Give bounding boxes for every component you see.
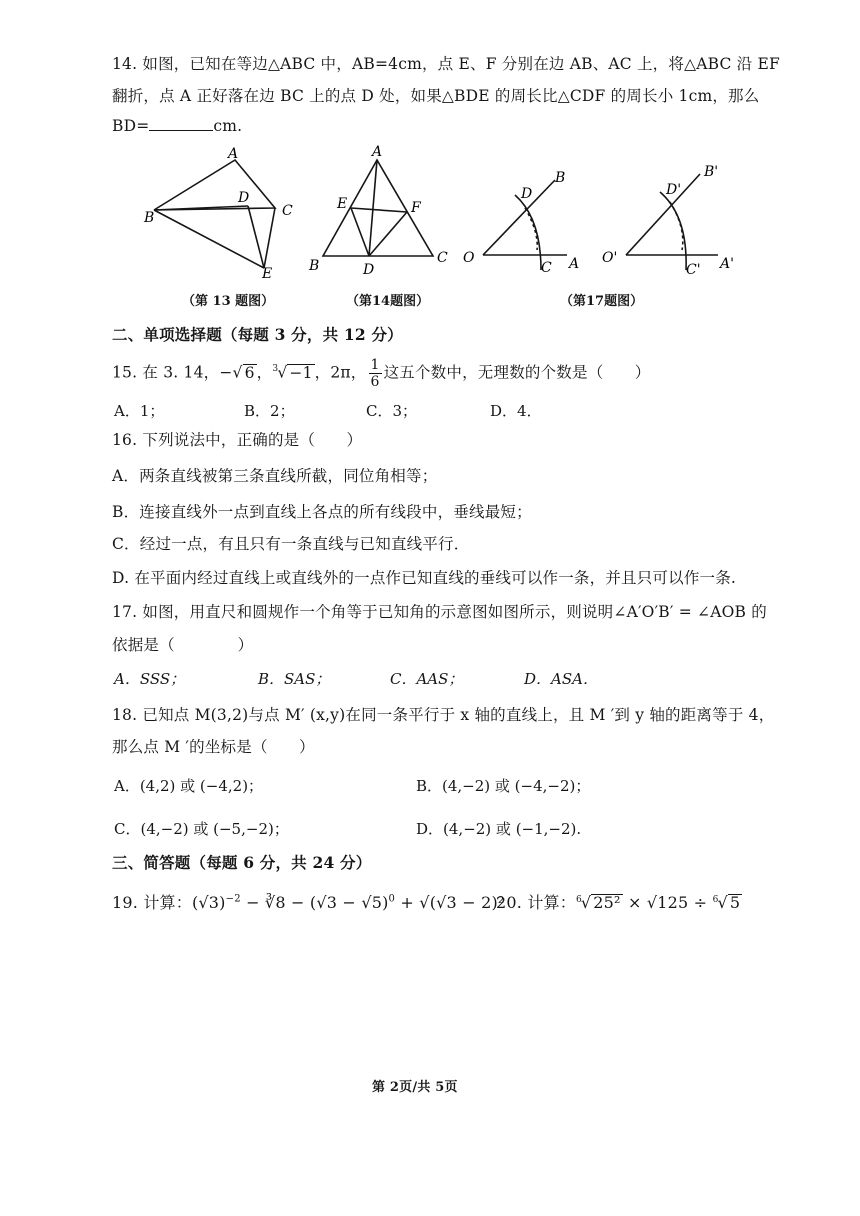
q15-sep2: ，2π， <box>314 363 367 382</box>
q15-sqrt6: 6 <box>244 363 255 382</box>
q18-line1: 18. 已知点 M(3,2)与点 M′ (x,y)在同一条平行于 x 轴的直线上，且 M ′到 y 轴的距离等于 4， <box>112 706 775 724</box>
fig14-label-a: A <box>372 144 383 160</box>
q17-line2: 依据是（ ） <box>112 636 254 654</box>
section3-title: 三、简答题（每题 6 分，共 24 分） <box>112 853 372 872</box>
q20-divide: ÷ <box>688 893 713 912</box>
q15-fraction <box>369 358 382 389</box>
figure-14 <box>305 142 455 282</box>
q16-option-c: C．经过一点，有且只有一条直线与已知直线平行． <box>112 535 470 553</box>
fig13-seg-de <box>248 206 264 268</box>
fig17-label-a-prime: A' <box>720 256 734 272</box>
q19-term1-base: √3 <box>198 893 220 912</box>
q17-option-b: B．SAS； <box>258 670 331 688</box>
q15-option-b: B．2； <box>244 402 295 420</box>
q20-label: 20. 计算： <box>496 893 576 912</box>
fig17-arc-large <box>515 195 541 270</box>
q19-term2: − ∛8 − <box>240 893 310 912</box>
fig17-arc-small-prime <box>670 202 683 250</box>
fig13-label-e: E <box>262 266 273 280</box>
q17-line1: 17. 如图，用直尺和圆规作一个角等于已知角的示意图如图所示，则说明∠A′O′B′ = ∠AOB 的 <box>112 603 767 621</box>
q19-expression: 19. 计算：$(√3)^{-2}$ − ∛8 − $(√3 - √5)^0 + √(√3 - 2)^2$ <box>112 893 505 912</box>
fig13-seg-be <box>154 210 264 268</box>
q19-term4: + <box>395 893 420 912</box>
fig13-triangle-abc <box>154 160 275 210</box>
fig17-label-o-prime: O' <box>602 250 618 266</box>
q16-option-b: B．连接直线外一点到直线上各点的所有线段中，垂线最短； <box>112 503 532 521</box>
q15-pre: 15. 在 3. 14， <box>112 363 220 382</box>
fig17-label-d: D <box>521 186 533 202</box>
fig13-label-a: A <box>228 146 239 162</box>
fig17-caption: （第17题图） <box>560 294 644 309</box>
q16-stem: 16. 下列说法中，正确的是（ ） <box>112 431 363 449</box>
section2-title: 二、单项选择题（每题 3 分，共 12 分） <box>112 325 403 344</box>
fig13-label-d: D <box>238 190 250 206</box>
fig14-label-f: F <box>411 200 421 216</box>
q14-bd-label: BD= <box>112 117 150 135</box>
q20-term1-radicand: 25² <box>593 893 621 912</box>
fig17-label-c: C <box>541 260 552 276</box>
q15-option-d: D．4． <box>490 402 542 420</box>
q20-expression: 20. 计算：$^6$√ 25² × √125 ÷ $^6$√ 5 <box>496 893 741 912</box>
q15-post: 这五个数中，无理数的个数是（ ） <box>383 363 651 382</box>
figure-17-right <box>600 160 750 280</box>
q19-term3-base: (√3 − √5) <box>309 893 389 912</box>
fig17-ray-o-b-prime <box>626 174 700 255</box>
fig14-label-b: B <box>309 258 320 274</box>
q15-neg-sign: − <box>219 363 233 382</box>
fig14-seg-ed <box>351 208 369 256</box>
q15-option-c: C．3； <box>366 402 418 420</box>
q15-cbrt-index: 3 <box>272 364 279 375</box>
fig14-seg-ad <box>369 160 377 256</box>
q19-term3-exp: 0 <box>388 893 396 905</box>
fig17-label-o: O <box>463 250 475 266</box>
q20-times: × <box>622 893 647 912</box>
fig14-label-e: E <box>337 196 348 212</box>
q19-label: 19. 计算： <box>112 893 192 912</box>
q14-unit: cm. <box>213 117 243 135</box>
figure-17-left <box>455 160 595 280</box>
fig13-label-c: C <box>282 203 293 219</box>
figure-13 <box>140 140 310 280</box>
q14-answer-blank <box>149 116 213 131</box>
q16-option-a: A．两条直线被第三条直线所截，同位角相等； <box>112 467 438 485</box>
q16-option-d: D. 在平面内经过直线上或直线外的一点作已知直线的垂线可以作一条，并且只可以作一条. <box>112 569 737 587</box>
fig14-caption: （第14题图） <box>346 294 430 309</box>
q20-term5-radicand: 5 <box>729 893 741 912</box>
q20-term5-index: 6 <box>712 894 719 905</box>
fig17-label-b: B <box>555 170 566 186</box>
q17-option-d: D．ASA． <box>524 670 598 688</box>
page-footer: 第 2页/共 5页 <box>372 1080 458 1095</box>
q18-option-a: A．(4,2) 或 (−4,2)； <box>114 777 264 795</box>
q15-frac-den: 6 <box>370 374 380 390</box>
q19-term1-exp: −2 <box>225 893 241 905</box>
q15-cbrt-radicand: −1 <box>289 363 313 382</box>
fig14-seg-ef <box>351 208 407 212</box>
q18-line2: 那么点 M ′的坐标是（ ） <box>112 738 315 756</box>
q14-line2: 翻折，点 A 正好落在边 BC 上的点 D 处，如果△BDE 的周长比△CDF 的周长小 1cm，那么 <box>112 87 760 105</box>
q20-term1-index: 6 <box>575 894 582 905</box>
q14-line1: 14. 如图，已知在等边△ABC 中，AB=4cm，点 E、F 分别在边 AB、AC 上，将△ABC 沿 EF <box>112 55 780 73</box>
q19-term5: √(√3 − 2)² <box>419 893 505 912</box>
q20-term3: √125 <box>646 893 689 912</box>
fig14-label-d: D <box>363 262 375 278</box>
fig17-label-b-prime: B' <box>704 164 719 180</box>
fig17-label-c-prime: C' <box>686 262 701 278</box>
fig17-label-d-prime: D' <box>666 182 682 198</box>
fig14-label-c: C <box>437 250 448 266</box>
q15-frac-num: 1 <box>370 357 380 373</box>
q15-option-a: A．1； <box>114 402 165 420</box>
fig14-seg-fd <box>369 212 407 256</box>
fig13-seg-ce <box>264 208 275 268</box>
q15-stem: 15. 在 3. 14，−√ 6 ，$^3$√ −1 ，2π， $\frac{1}{6}$ 这五个数中，无理数的个数是（ ） <box>112 357 651 390</box>
fig17-ray-ob <box>483 180 555 255</box>
fig13-label-b: B <box>144 210 155 226</box>
fig13-caption: （第 13 题图） <box>182 294 275 309</box>
fig17-label-a: A <box>569 256 580 272</box>
q18-option-c: C．(4,−2) 或 (−5,−2)； <box>114 820 289 838</box>
q15-sep1: ， <box>256 363 273 382</box>
q17-option-a: A．SSS； <box>114 670 186 688</box>
q18-option-d: D．(4,−2) 或 (−1,−2). <box>416 820 582 838</box>
q18-option-b: B．(4,−2) 或 (−4,−2)； <box>416 777 591 795</box>
q17-option-c: C．AAS； <box>390 670 464 688</box>
q14-line3 <box>112 116 242 135</box>
